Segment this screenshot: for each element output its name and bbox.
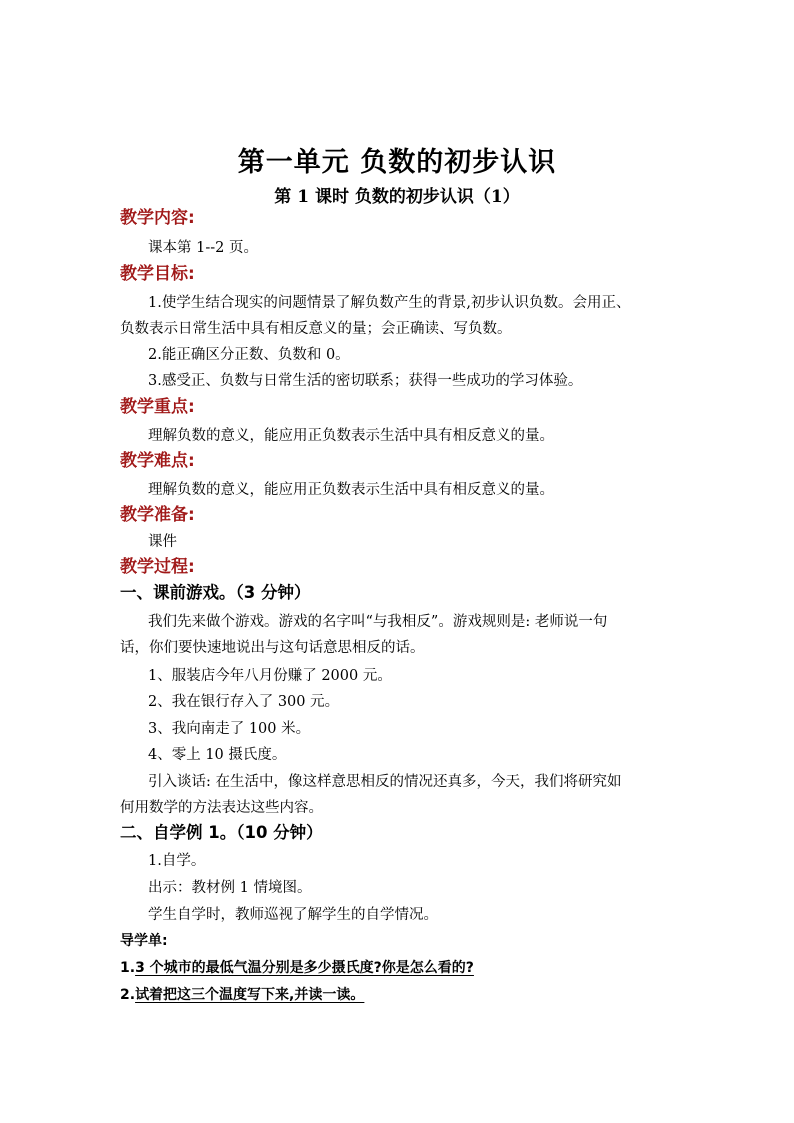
key-text: 理解负数的意义，能应用正负数表示生活中具有相反意义的量。	[148, 428, 554, 444]
guide-q2-number: 2.	[120, 987, 136, 1003]
content-heading: 教学内容:	[120, 208, 195, 228]
prep-text: 课件	[148, 534, 177, 550]
part1-lead-line2: 何用数学的方法表达这些内容。	[120, 800, 323, 816]
list-item: 2、我在银行存入了 300 元。	[148, 694, 340, 710]
process-heading: 教学过程:	[120, 557, 195, 577]
guide-heading: 导学单:	[120, 933, 168, 949]
part2-show: 出示：教材例 1 情境图。	[148, 880, 312, 896]
page-title: 第一单元 负数的初步认识	[237, 147, 557, 178]
prep-heading: 教学准备:	[120, 505, 195, 525]
part2-heading: 二、自学例 1。（10 分钟）	[120, 823, 323, 842]
difficulty-text: 理解负数的意义，能应用正负数表示生活中具有相反意义的量。	[148, 482, 554, 498]
difficulty-heading: 教学难点:	[120, 451, 195, 471]
goal-2: 2.能正确区分正数、负数和 0。	[148, 347, 350, 363]
list-item: 3、我向南走了 100 米。	[148, 721, 311, 737]
guide-question-1	[120, 958, 684, 978]
part2-step: 1.自学。	[148, 853, 206, 869]
key-heading: 教学重点:	[120, 397, 195, 417]
goal-3: 3.感受正、负数与日常生活的密切联系；获得一些成功的学习体验。	[148, 373, 583, 389]
goal-1-line2: 负数表示日常生活中具有相反意义的量；会正确读、写负数。	[120, 321, 512, 337]
part1-intro-line2: 话，你们要快速地说出与这句话意思相反的话。	[120, 640, 425, 656]
part1-heading: 一、课前游戏。（3 分钟）	[120, 583, 311, 602]
content-text: 课本第 1--2 页。	[148, 240, 258, 256]
list-item: 4、零上 10 摄氏度。	[148, 747, 287, 763]
goals-heading: 教学目标:	[120, 264, 195, 284]
part1-lead-line1: 引入谈话: 在生活中，像这样意思相反的情况还真多，今天，我们将研究如	[148, 774, 622, 790]
list-item: 1、服装店今年八月份赚了 2000 元。	[148, 668, 392, 684]
part2-teacher: 学生自学时，教师巡视了解学生的自学情况。	[148, 907, 438, 923]
guide-q1-text: 3 个城市的最低气温分别是多少摄氏度?你是怎么看的?	[135, 960, 474, 976]
guide-q2-text: 试着把这三个温度写下来,并读一读。	[135, 987, 365, 1003]
part1-intro-line1: 我们先来做个游戏。游戏的名字叫“与我相反”。游戏规则是: 老师说一句	[148, 614, 608, 630]
guide-question-2	[120, 985, 684, 1005]
guide-q1-number: 1.	[120, 960, 136, 976]
lesson-subtitle: 第 1 课时 负数的初步认识（1）	[274, 187, 520, 207]
goal-1-line1: 1.使学生结合现实的问题情景了解负数产生的背景,初步认识负数。会用正、	[148, 295, 631, 311]
